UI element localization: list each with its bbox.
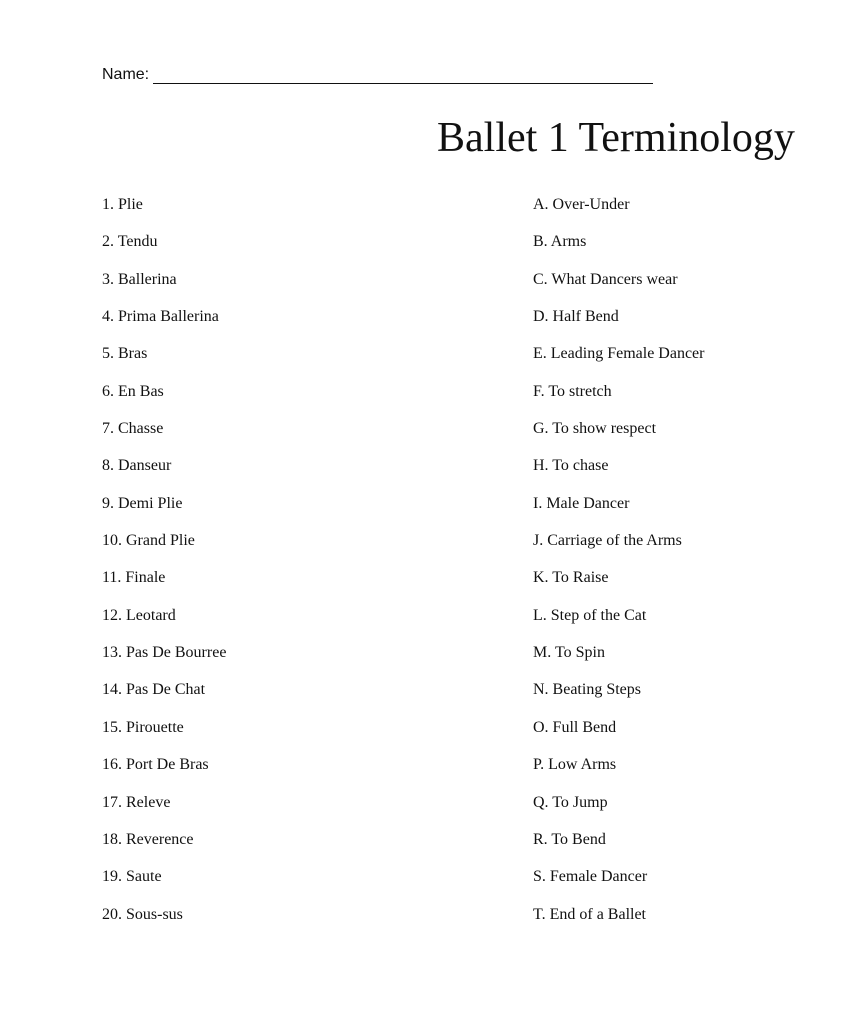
- term-item: 1. Plie: [102, 196, 143, 213]
- term-item: 11. Finale: [102, 569, 166, 587]
- definition-item: L. Step of the Cat: [533, 606, 647, 624]
- term-item: 20. Sous-sus: [102, 905, 183, 923]
- definition-item: P. Low Arms: [533, 756, 617, 774]
- definition-item: O. Full Bend: [533, 718, 617, 736]
- definition-item: R. To Bend: [533, 830, 606, 848]
- definition-item: G. To show respect: [533, 420, 657, 438]
- term-item: 17. Releve: [102, 793, 171, 811]
- definition-item: N. Beating Steps: [533, 681, 641, 699]
- name-blank-line: [153, 66, 653, 84]
- term-item: 13. Pas De Bourree: [102, 644, 227, 662]
- term-item: 5. Bras: [102, 345, 148, 363]
- name-label: Name:: [102, 66, 150, 83]
- definition-item: K. To Raise: [533, 569, 609, 587]
- term-item: 18. Reverence: [102, 830, 194, 848]
- definitions-list: [533, 194, 704, 941]
- definition-item: S. Female Dancer: [533, 868, 648, 886]
- term-item: 12. Leotard: [102, 606, 176, 624]
- term-item: 14. Pas De Chat: [102, 681, 206, 699]
- definition-item: J. Carriage of the Arms: [533, 532, 682, 550]
- term-item: 6. En Bas: [102, 382, 164, 400]
- terms-list: [102, 194, 226, 941]
- term-item: 7. Chasse: [102, 420, 164, 438]
- definition-item: B. Arms: [533, 233, 587, 251]
- term-item: 16. Port De Bras: [102, 756, 209, 774]
- definition-item: A. Over-Under: [533, 196, 630, 213]
- definition-item: I. Male Dancer: [533, 494, 630, 512]
- definition-item: H. To chase: [533, 457, 609, 475]
- definition-item: F. To stretch: [533, 382, 612, 400]
- term-item: 9. Demi Plie: [102, 494, 183, 512]
- definition-item: T. End of a Ballet: [533, 905, 646, 923]
- term-item: 4. Prima Ballerina: [102, 308, 219, 326]
- term-item: 2. Tendu: [102, 233, 158, 251]
- term-item: 10. Grand Plie: [102, 532, 195, 550]
- term-item: 8. Danseur: [102, 457, 172, 475]
- name-field-row: [102, 66, 653, 84]
- definition-item: Q. To Jump: [533, 793, 608, 811]
- definition-item: E. Leading Female Dancer: [533, 345, 705, 363]
- definition-item: D. Half Bend: [533, 308, 619, 326]
- term-item: 19. Saute: [102, 868, 162, 886]
- term-item: 15. Pirouette: [102, 718, 184, 736]
- definition-item: M. To Spin: [533, 644, 605, 662]
- definition-item: C. What Dancers wear: [533, 270, 678, 288]
- page-title: Ballet 1 Terminology: [437, 115, 795, 161]
- term-item: 3. Ballerina: [102, 270, 177, 288]
